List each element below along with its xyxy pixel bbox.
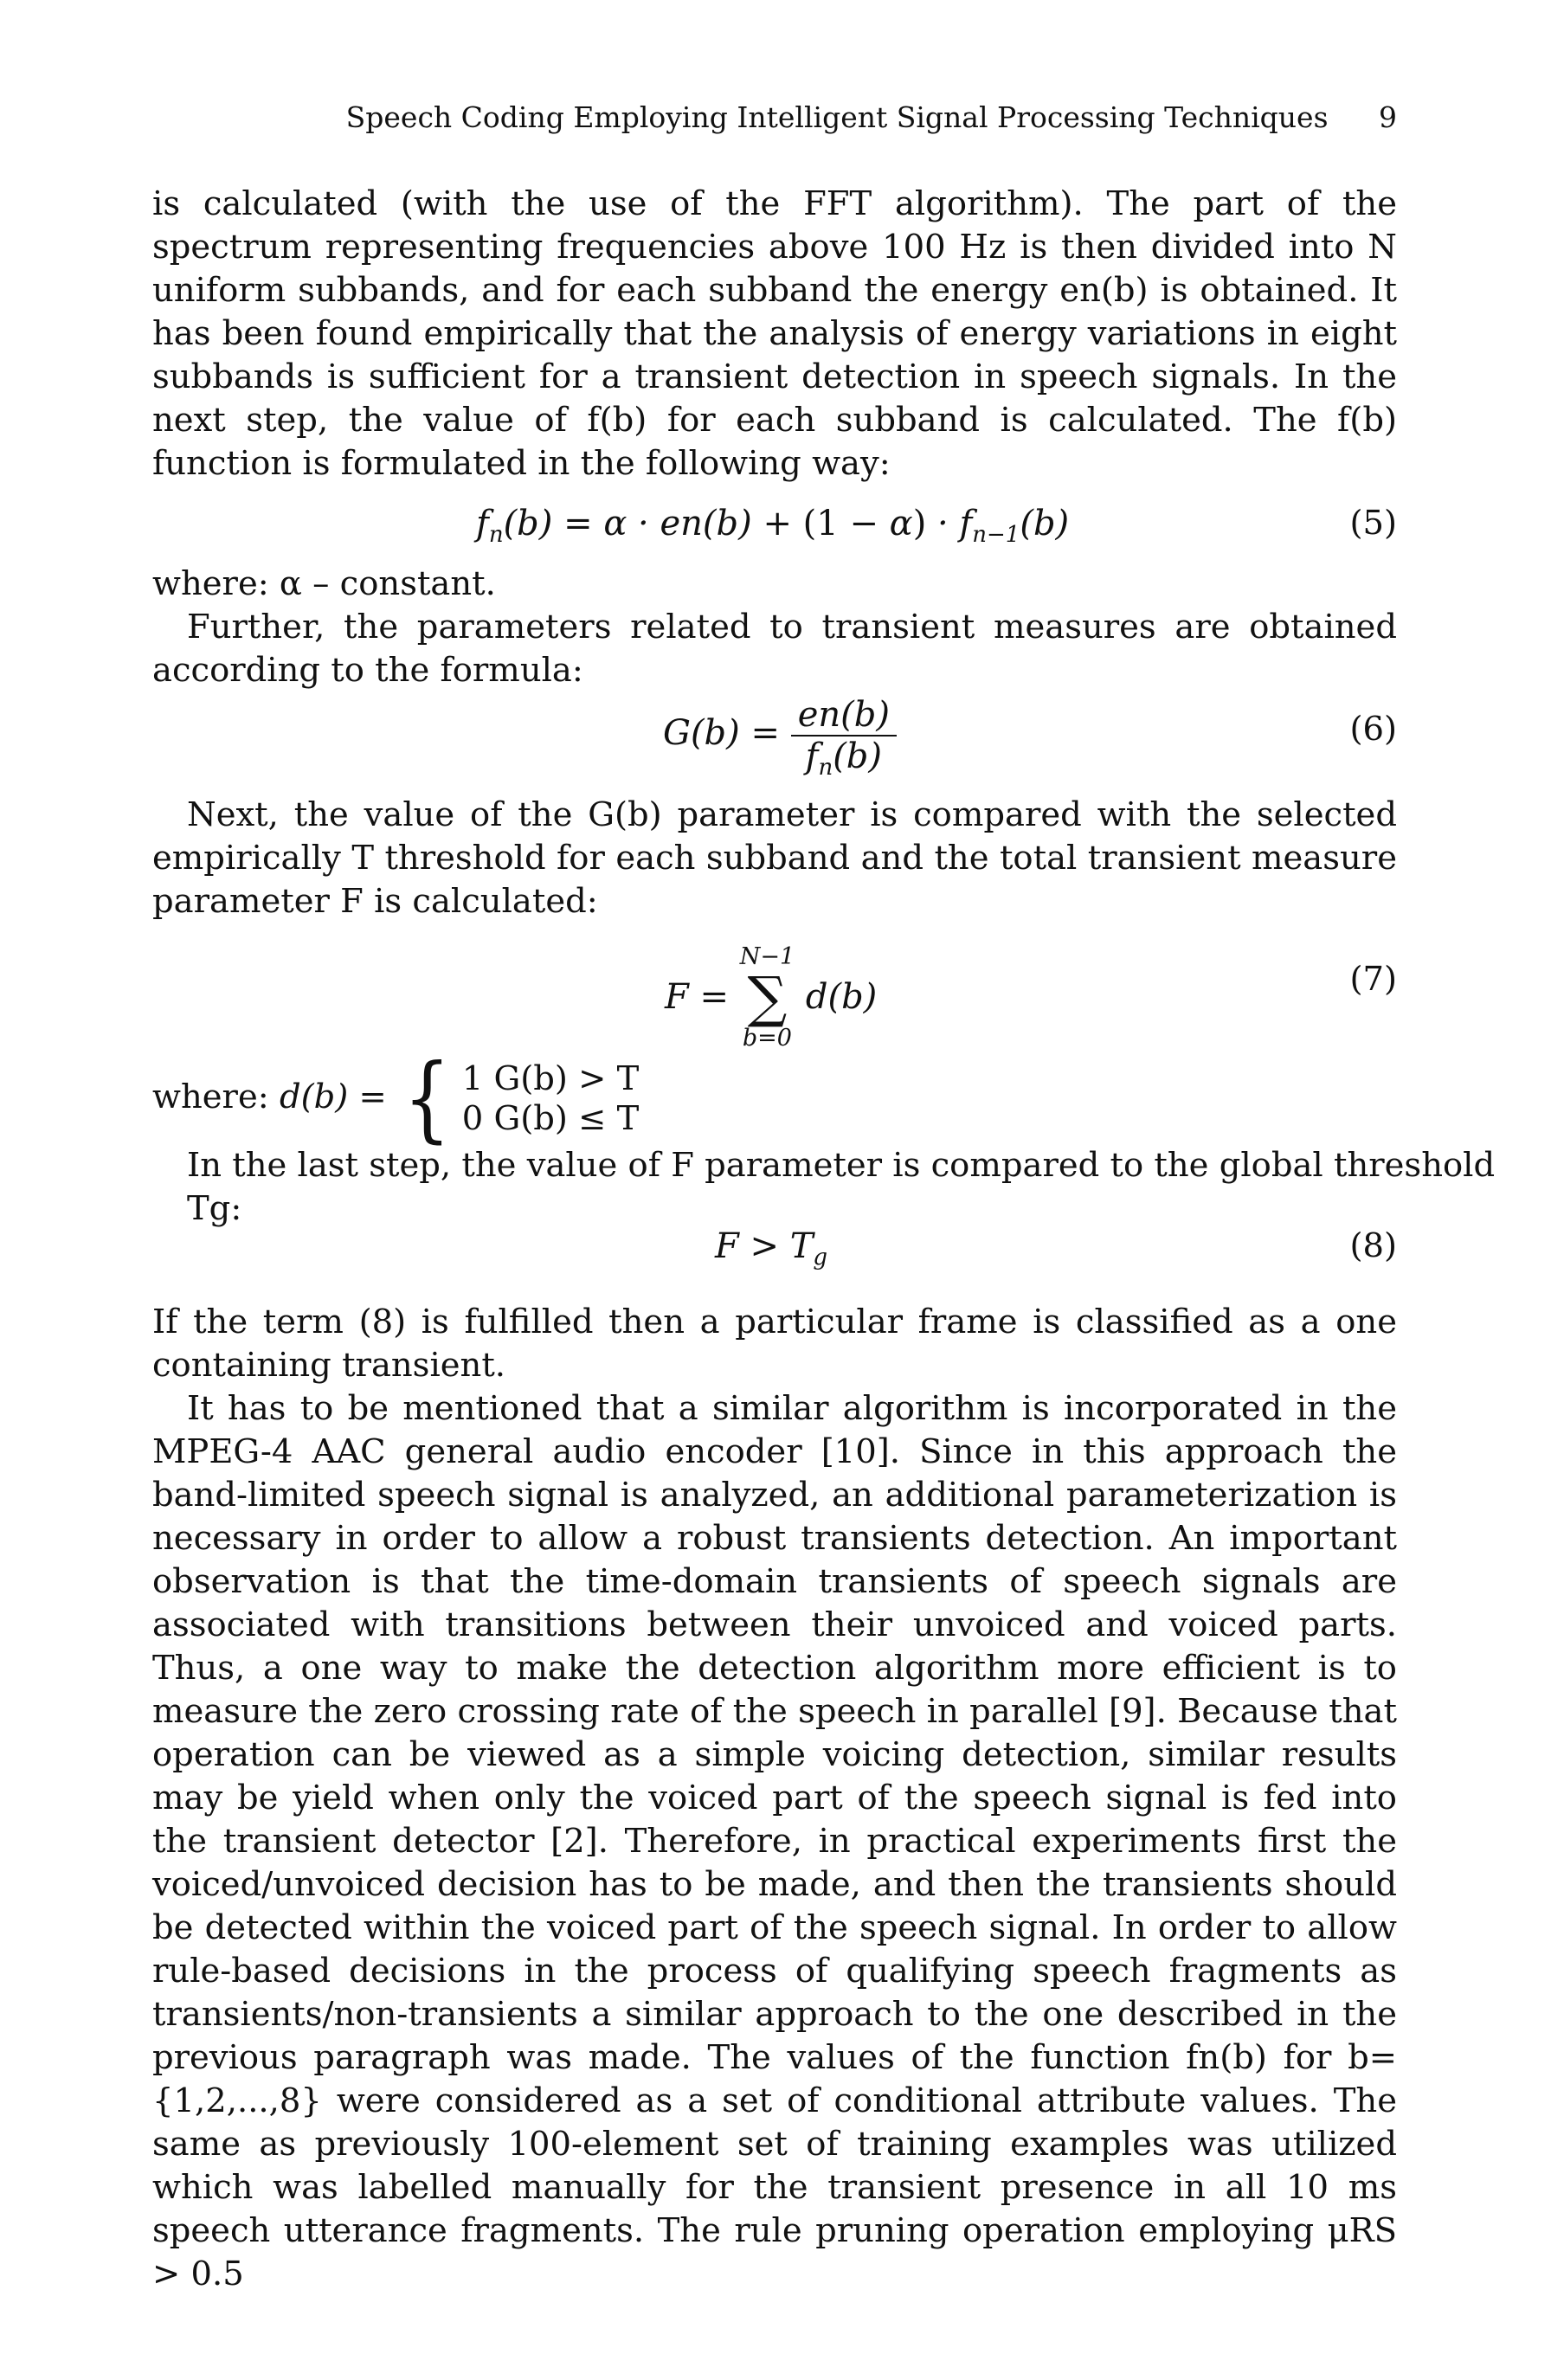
equation-7 bbox=[152, 943, 1397, 1052]
case-one: 1 G(b) > T bbox=[461, 1059, 640, 1098]
paragraph-global-threshold: In the last step, the value of F parameter is compared to the global threshold Tg: bbox=[187, 1146, 1496, 1228]
equation-8-number: (8) bbox=[1349, 1226, 1397, 1265]
equation-5-formula: $f_n(b) = \alpha \cdot en(b) + (1 - \alpha) \cdot f_{n-1}(b)$ bbox=[476, 504, 1070, 548]
equation-7-number: (7) bbox=[1349, 960, 1397, 999]
equation-6-number: (6) bbox=[1349, 710, 1397, 749]
summation-sign: N−1 ∑ b=0 bbox=[739, 943, 795, 1052]
equation-8-formula: $F > T_g$ bbox=[715, 1226, 828, 1270]
where-prefix: where: bbox=[152, 1077, 269, 1116]
page-number: 9 bbox=[1379, 100, 1397, 134]
equation-7-formula: F = N−1 ∑ b=0 d(b) bbox=[665, 943, 878, 1052]
paragraph-fft: is calculated (with the use of the FFT algorithm). The part of the spectrum representing frequencies above 100 Hz is then divided into N uniform subbands, and for each subband the energy en(b) is obtained. It has been found empirically that the analysis of energy variations in eight subbands is sufficient for a transient detection in speech signals. In the next step, the value of f(b) for each subband is calculated. The f(b) function is formulated in the following way: bbox=[152, 184, 1397, 483]
case-zero: 0 G(b) ≤ T bbox=[461, 1099, 640, 1138]
paragraph-transient-parameters: Further, the parameters related to transient measures are obtained according to the formula: bbox=[152, 608, 1397, 690]
where-d-definition: where: d(b) = { 1 G(b) > T 0 G(b) ≤ T bbox=[152, 1045, 640, 1153]
paragraph-threshold-compare: Next, the value of the G(b) parameter is compared with the selected empirically T threshold for each subband and the total transient measure parameter F is calculated: bbox=[152, 795, 1397, 921]
equation-6-formula: G(b) = $\frac{en(b)}{f_n(b)}$ bbox=[663, 695, 897, 764]
equation-5 bbox=[152, 489, 1397, 558]
equation-6 bbox=[152, 695, 1397, 781]
running-title: Speech Coding Employing Intelligent Signal Processing Techniques bbox=[345, 100, 1329, 134]
equation-6-fraction: $\frac{en(b)}{f_n(b)}$ bbox=[791, 695, 897, 776]
where-alpha-constant: where: α – constant. bbox=[152, 564, 496, 603]
equation-5-number: (5) bbox=[1349, 504, 1397, 543]
paragraph-classification: If the term (8) is fulfilled then a particular frame is classified as a one containing transient. bbox=[152, 1303, 1397, 1385]
piecewise-cases: { 1 G(b) > T 0 G(b) ≤ T bbox=[402, 1045, 640, 1153]
equation-8 bbox=[152, 1212, 1397, 1281]
paragraph-mpeg4: It has to be mentioned that a similar algorithm is incorporated in the MPEG-4 AAC general audio encoder [10]. Since in this approach the band-limited speech signal is analyzed, an additional parameterization is necessary in order to allow a robust transients detection. An important observation is that the time-domain transients of speech signals are associated with transitions between their unvoiced and voiced parts. Thus, a one way to make the detection algorithm more efficient is to measure the zero crossing rate of the speech in parallel [9]. Because that operation can be viewed as a simple voicing detection, similar results may be yield when only the voiced part of the speech signal is fed into the transient detector [2]. Therefore, in practical experiments first the voiced/unvoiced decision has to be made, and then the transients should be detected within the voiced part of the speech signal. In order to allow rule-based decisions in the process of qualifying speech fragments as transients/non-transients a similar approach to the one described in the previous paragraph was made. The values of the function fn(b) for b={1,2,...,8} were considered as a set of conditional attribute values. The same as previously 100-element set of training examples was utilized which was labelled manually for the transient presence in all 10 ms speech utterance fragments. The rule pruning operation employing μRS > 0.5 bbox=[152, 1389, 1397, 2293]
running-header bbox=[152, 92, 1397, 144]
